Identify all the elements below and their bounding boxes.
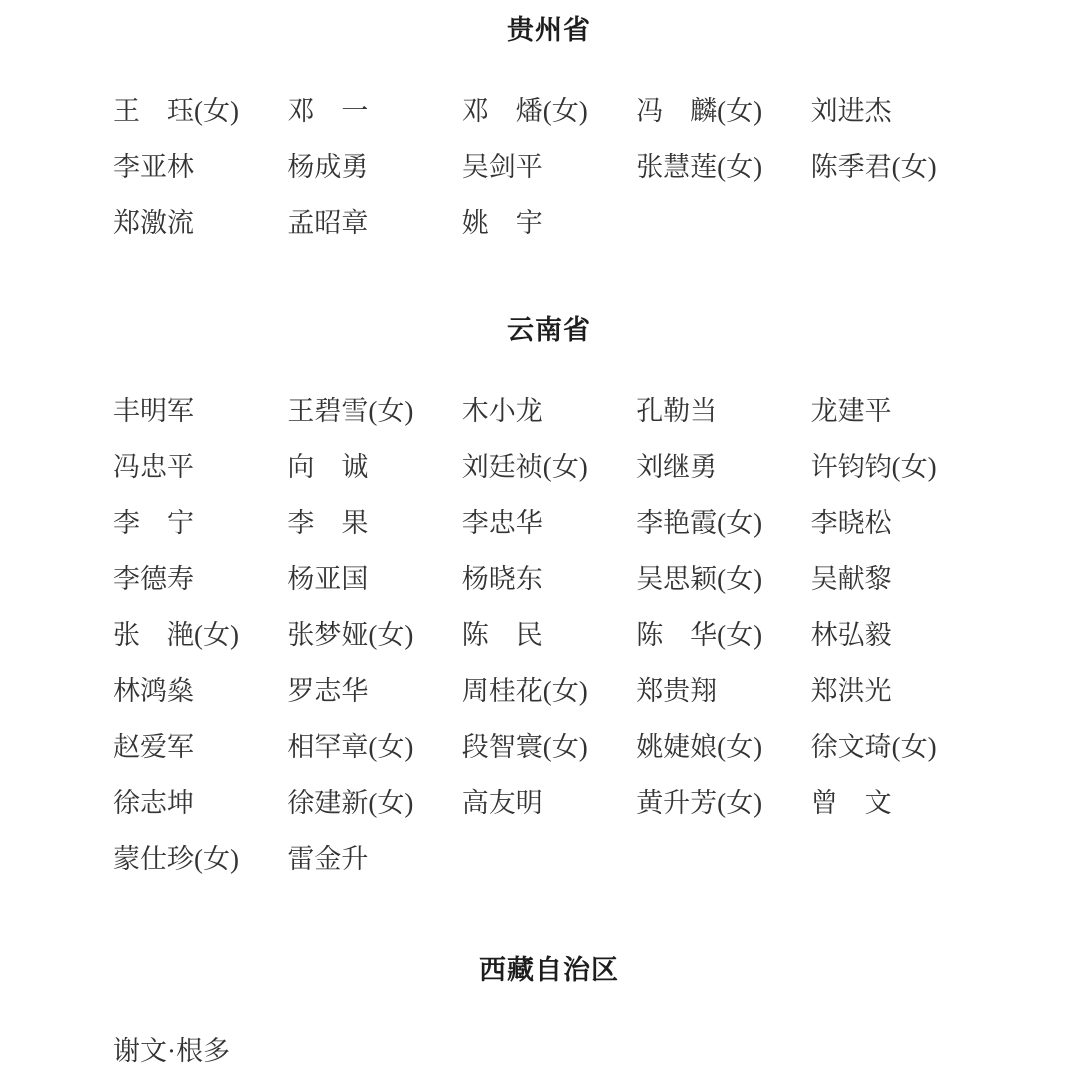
name-entry: 相罕章(女) [287,732,414,762]
name-entry: 陈 华(女) [636,620,763,650]
name-entry: 姚 宇 [461,208,543,238]
name-entry: 李晓松 [810,508,892,538]
name-entry: 李 果 [287,508,369,538]
name-entry: 邓 燔(女) [461,96,588,126]
name-row [113,730,985,786]
name-entry: 冯 麟(女) [636,96,763,126]
name-entry: 吴剑平 [461,152,543,182]
name-entry: 黄升芳(女) [636,788,763,818]
name-entry: 木小龙 [461,396,543,426]
name-entry: 林弘毅 [810,620,892,650]
name-entry: 林鸿燊 [113,676,194,706]
name-entry: 刘廷祯(女) [461,452,588,482]
name-entry: 高友明 [461,788,543,818]
name-entry: 徐建新(女) [287,788,414,818]
name-row [113,786,985,842]
name-entry: 龙建平 [810,396,892,426]
name-row [113,206,985,262]
name-entry: 李 宁 [113,508,194,538]
name-entry: 丰明军 [113,396,194,426]
name-row [113,394,985,450]
province-title: 云南省 [507,315,591,345]
name-row [113,618,985,674]
name-row [113,450,985,506]
name-row [113,94,985,150]
name-entry: 罗志华 [287,676,369,706]
name-entry: 刘继勇 [636,452,718,482]
name-entry: 许钧钧(女) [810,452,937,482]
name-entry: 冯忠平 [113,452,194,482]
name-row [113,842,985,898]
name-entry: 李艳霞(女) [636,508,763,538]
province-section [113,314,985,898]
name-entry: 雷金升 [287,844,369,874]
province-section [113,954,985,1090]
name-entry: 蒙仕珍(女) [113,844,239,874]
province-section [113,14,985,262]
name-entry: 吴献黎 [810,564,892,594]
name-entry: 谢文·根多 [113,1036,230,1066]
name-entry: 张梦娅(女) [287,620,414,650]
name-entry: 吴思颖(女) [636,564,763,594]
name-entry: 张慧莲(女) [636,152,763,182]
name-entry: 刘进杰 [810,96,892,126]
name-entry: 姚婕娘(女) [636,732,763,762]
name-entry: 郑洪光 [810,676,892,706]
name-entry: 陈 民 [461,620,543,650]
name-entry: 赵爱军 [113,732,194,762]
name-row [113,1034,985,1090]
name-entry: 邓 一 [287,96,369,126]
province-title: 贵州省 [507,15,591,45]
name-entry: 陈季君(女) [810,152,937,182]
name-entry: 张 滟(女) [113,620,239,650]
name-row [113,562,985,618]
name-entry: 徐志坤 [113,788,194,818]
name-row [113,674,985,730]
name-entry: 李德寿 [113,564,194,594]
name-entry: 李忠华 [461,508,543,538]
name-entry: 曾 文 [810,788,892,818]
name-entry: 李亚林 [113,152,194,182]
name-entry: 段智寰(女) [461,732,588,762]
name-entry: 孟昭章 [287,208,369,238]
name-entry: 杨晓东 [461,564,543,594]
name-entry: 郑贵翔 [636,676,718,706]
name-entry: 杨成勇 [287,152,369,182]
name-entry: 孔勒当 [636,396,718,426]
name-entry: 王 珏(女) [113,96,239,126]
name-entry: 周桂花(女) [461,676,588,706]
name-entry: 王碧雪(女) [287,396,414,426]
name-entry: 杨亚国 [287,564,369,594]
name-entry: 徐文琦(女) [810,732,937,762]
name-row [113,506,985,562]
name-row [113,150,985,206]
name-entry: 向 诚 [287,452,369,482]
name-entry: 郑激流 [113,208,194,238]
province-title: 西藏自治区 [479,955,619,985]
